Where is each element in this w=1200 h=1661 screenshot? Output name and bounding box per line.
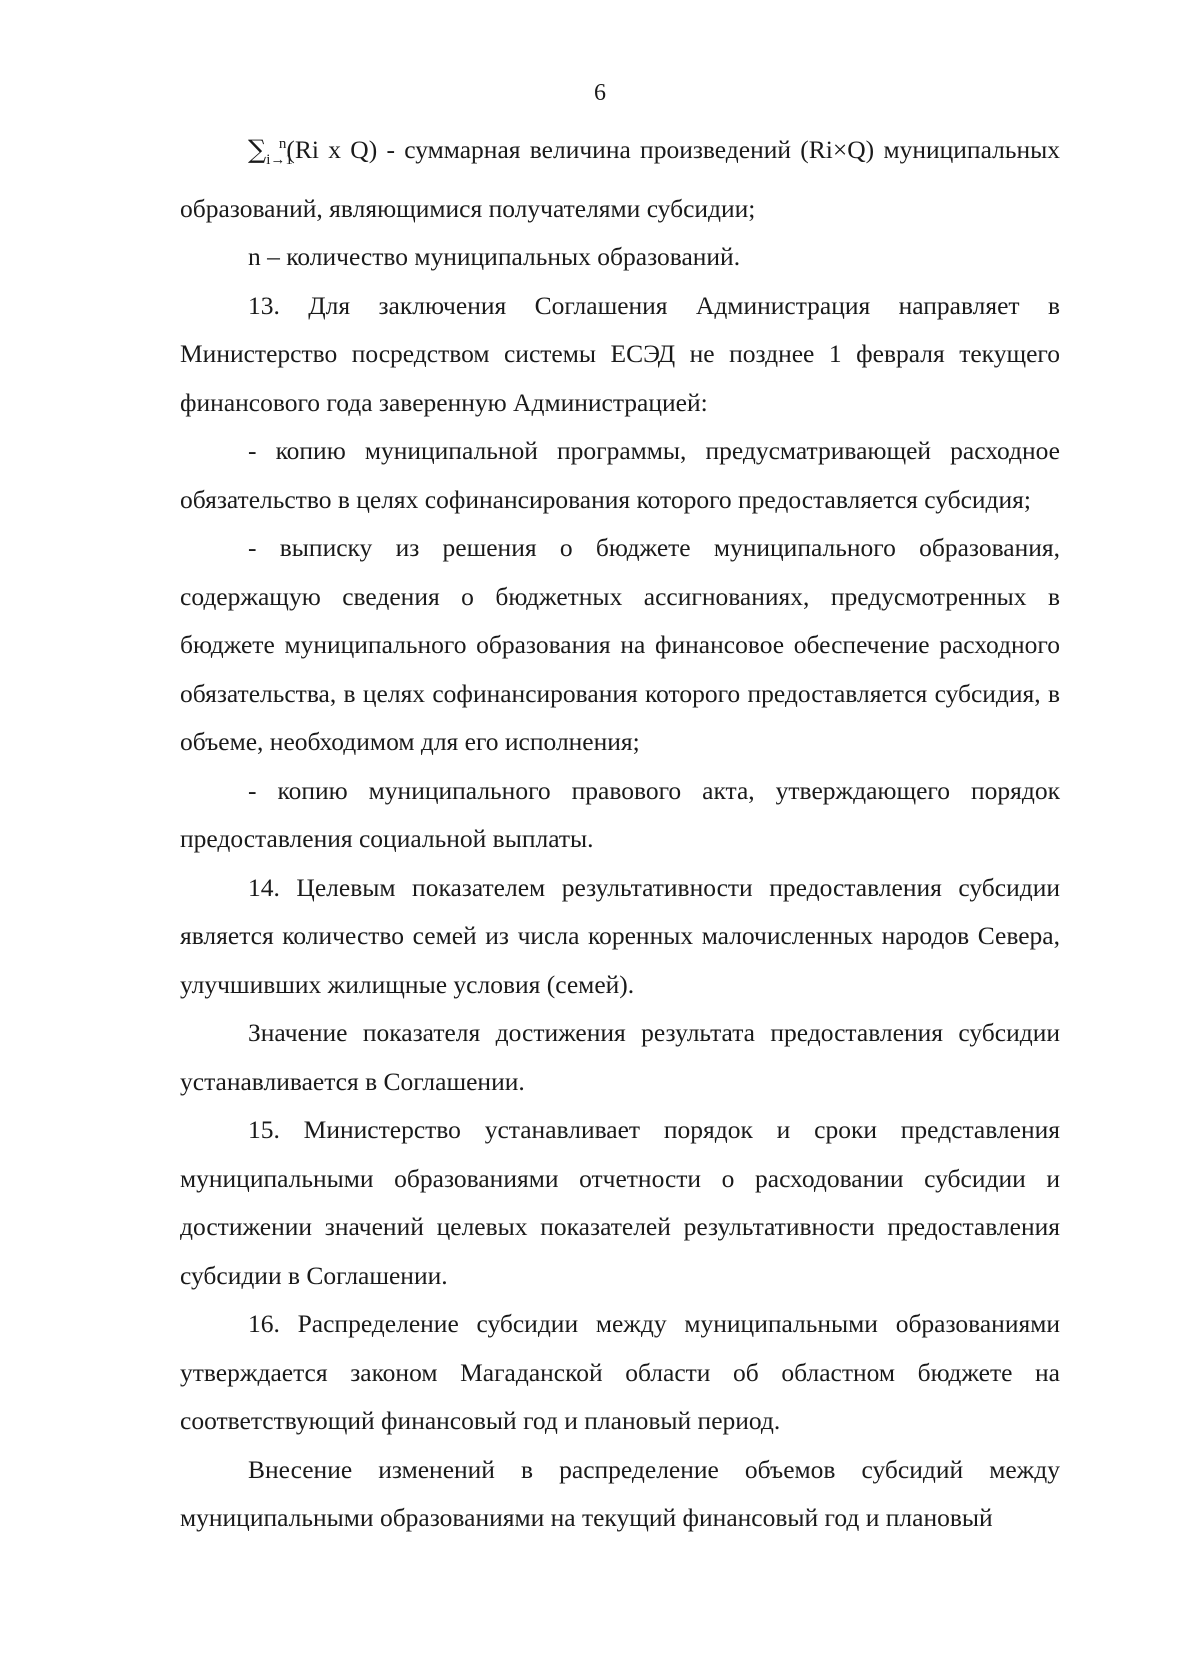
- sum-superscript: n: [278, 136, 287, 152]
- paragraph-legal-act-copy: - копию муниципального правового акта, утверждающего порядок предоставления социальной выплаты.: [180, 775, 1060, 853]
- sum-expression: (Ri x Q): [286, 135, 378, 164]
- paragraph-14: 14. Целевым показателем результативности предоставления субсидии является количество семей из числа коренных малочисленных народов Севера, улучшивших жилищные условия (семей).: [180, 872, 1060, 999]
- paragraph-changes: Внесение изменений в распределение объемов субсидий между муниципальными образованиями на текущий финансовый год и плановый: [180, 1454, 1060, 1532]
- paragraph-13: 13. Для заключения Соглашения Администрация направляет в Министерство посредством системы ЕСЭД не позднее 1 февраля текущего финансового года заверенную Администрацией:: [180, 290, 1060, 417]
- document-body: [180, 120, 1060, 1543]
- paragraph-15: 15. Министерство устанавливает порядок и сроки представления муниципальными образованиями отчетности о расходовании субсидии и достижении значений целевых показателей результативности предоставления субсидии в Соглашении.: [180, 1115, 1060, 1290]
- sum-subscript: i→1: [266, 152, 293, 168]
- page-number: 6: [594, 80, 606, 106]
- paragraph-16: 16. Распределение субсидии между муниципальными образованиями утверждается законом Магаданской области об областном бюджете на соответствующий финансовый год и плановый период.: [180, 1309, 1060, 1435]
- paragraph-indicator-value: Значение показателя достижения результата предоставления субсидии устанавливается в Соглашении.: [180, 1018, 1060, 1096]
- paragraph-n-definition: n – количество муниципальных образований.: [248, 242, 741, 271]
- formula-description: - суммарная величина произведений (Ri×Q) муниципальных образований, являющимися получателями субсидии;: [180, 135, 1060, 223]
- formula-paragraph: [180, 120, 1060, 233]
- paragraph-budget-extract: - выписку из решения о бюджете муниципального образования, содержащую сведения о бюджетных ассигнованиях, предусмотренных в бюджете муниципального образования на финансовое обеспечение расходного обязательства, в целях софинансирования которого предоставляется субсидия, в объеме, необходимом для его исполнения;: [180, 533, 1060, 756]
- sum-symbol: ∑: [248, 135, 267, 165]
- paragraph-program-copy: - копию муниципальной программы, предусматривающей расходное обязательство в целях софинансирования которого предоставляется субсидия;: [180, 436, 1060, 514]
